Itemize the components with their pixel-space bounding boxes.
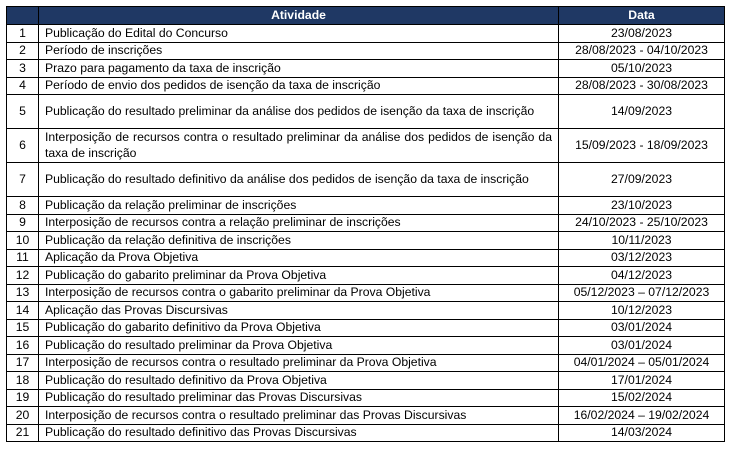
row-activity: Interposição de recursos contra o resultado preliminar das Provas Discursivas	[39, 407, 559, 425]
row-number: 5	[7, 95, 39, 129]
row-number: 8	[7, 197, 39, 215]
table-row	[7, 42, 725, 60]
row-activity: Publicação do resultado definitivo da análise dos pedidos de isenção da taxa de inscrição	[39, 163, 559, 197]
schedule-table	[6, 6, 725, 442]
row-date: 16/02/2024 – 19/02/2024	[559, 407, 725, 425]
row-activity: Interposição de recursos contra o resultado preliminar da Prova Objetiva	[39, 354, 559, 372]
row-date: 17/01/2024	[559, 372, 725, 390]
row-number: 14	[7, 302, 39, 320]
row-activity: Publicação do Edital do Concurso	[39, 25, 559, 43]
row-activity: Publicação da relação preliminar de inscrições	[39, 197, 559, 215]
row-date: 10/12/2023	[559, 302, 725, 320]
row-number: 1	[7, 25, 39, 43]
row-number: 15	[7, 319, 39, 337]
row-number: 20	[7, 407, 39, 425]
table-row	[7, 424, 725, 442]
row-date: 28/08/2023 - 04/10/2023	[559, 42, 725, 60]
table-row	[7, 129, 725, 163]
row-activity: Publicação do resultado definitivo das Provas Discursivas	[39, 424, 559, 442]
row-number: 13	[7, 284, 39, 302]
table-row	[7, 77, 725, 95]
row-number: 7	[7, 163, 39, 197]
row-activity: Aplicação das Provas Discursivas	[39, 302, 559, 320]
table-row	[7, 319, 725, 337]
row-activity: Período de inscrições	[39, 42, 559, 60]
table-row	[7, 197, 725, 215]
row-date: 15/09/2023 - 18/09/2023	[559, 129, 725, 163]
table-row	[7, 214, 725, 232]
table-row	[7, 284, 725, 302]
table-row	[7, 389, 725, 407]
row-activity: Publicação do resultado preliminar da análise dos pedidos de isenção da taxa de inscrição	[39, 95, 559, 129]
row-number: 11	[7, 249, 39, 267]
row-date: 24/10/2023 - 25/10/2023	[559, 214, 725, 232]
schedule-table-container	[6, 6, 724, 442]
row-date: 05/12/2023 – 07/12/2023	[559, 284, 725, 302]
row-activity: Publicação do resultado preliminar das Provas Discursivas	[39, 389, 559, 407]
row-activity: Aplicação da Prova Objetiva	[39, 249, 559, 267]
table-row	[7, 302, 725, 320]
row-number: 12	[7, 267, 39, 285]
row-number: 10	[7, 232, 39, 250]
row-activity: Prazo para pagamento da taxa de inscrição	[39, 60, 559, 78]
row-activity: Período de envio dos pedidos de isenção da taxa de inscrição	[39, 77, 559, 95]
table-header-row	[7, 7, 725, 25]
row-number: 19	[7, 389, 39, 407]
row-activity: Publicação do gabarito preliminar da Prova Objetiva	[39, 267, 559, 285]
row-number: 3	[7, 60, 39, 78]
header-number	[7, 7, 39, 25]
table-row	[7, 372, 725, 390]
row-date: 04/12/2023	[559, 267, 725, 285]
table-row	[7, 354, 725, 372]
row-activity: Publicação da relação definitiva de inscrições	[39, 232, 559, 250]
row-number: 21	[7, 424, 39, 442]
table-row	[7, 267, 725, 285]
row-activity: Publicação do resultado definitivo da Prova Objetiva	[39, 372, 559, 390]
row-date: 15/02/2024	[559, 389, 725, 407]
table-row	[7, 407, 725, 425]
row-number: 4	[7, 77, 39, 95]
table-row	[7, 337, 725, 355]
row-date: 04/01/2024 – 05/01/2024	[559, 354, 725, 372]
row-activity: Interposição de recursos contra a relação preliminar de inscrições	[39, 214, 559, 232]
row-activity: Publicação do gabarito definitivo da Prova Objetiva	[39, 319, 559, 337]
row-date: 03/01/2024	[559, 319, 725, 337]
table-row	[7, 60, 725, 78]
row-date: 05/10/2023	[559, 60, 725, 78]
row-date: 14/09/2023	[559, 95, 725, 129]
row-date: 10/11/2023	[559, 232, 725, 250]
header-date: Data	[559, 7, 725, 25]
row-date: 23/10/2023	[559, 197, 725, 215]
row-date: 03/01/2024	[559, 337, 725, 355]
row-date: 23/08/2023	[559, 25, 725, 43]
row-date: 27/09/2023	[559, 163, 725, 197]
row-date: 14/03/2024	[559, 424, 725, 442]
table-row	[7, 232, 725, 250]
row-activity: Interposição de recursos contra o resultado preliminar da análise dos pedidos de isenção da taxa de inscrição	[39, 129, 559, 163]
row-number: 9	[7, 214, 39, 232]
table-row	[7, 25, 725, 43]
header-activity: Atividade	[39, 7, 559, 25]
row-number: 17	[7, 354, 39, 372]
table-row	[7, 249, 725, 267]
row-activity: Interposição de recursos contra o gabarito preliminar da Prova Objetiva	[39, 284, 559, 302]
row-number: 2	[7, 42, 39, 60]
row-date: 28/08/2023 - 30/08/2023	[559, 77, 725, 95]
row-date: 03/12/2023	[559, 249, 725, 267]
table-row	[7, 95, 725, 129]
table-row	[7, 163, 725, 197]
row-activity: Publicação do resultado preliminar da Prova Objetiva	[39, 337, 559, 355]
row-number: 6	[7, 129, 39, 163]
row-number: 18	[7, 372, 39, 390]
row-number: 16	[7, 337, 39, 355]
